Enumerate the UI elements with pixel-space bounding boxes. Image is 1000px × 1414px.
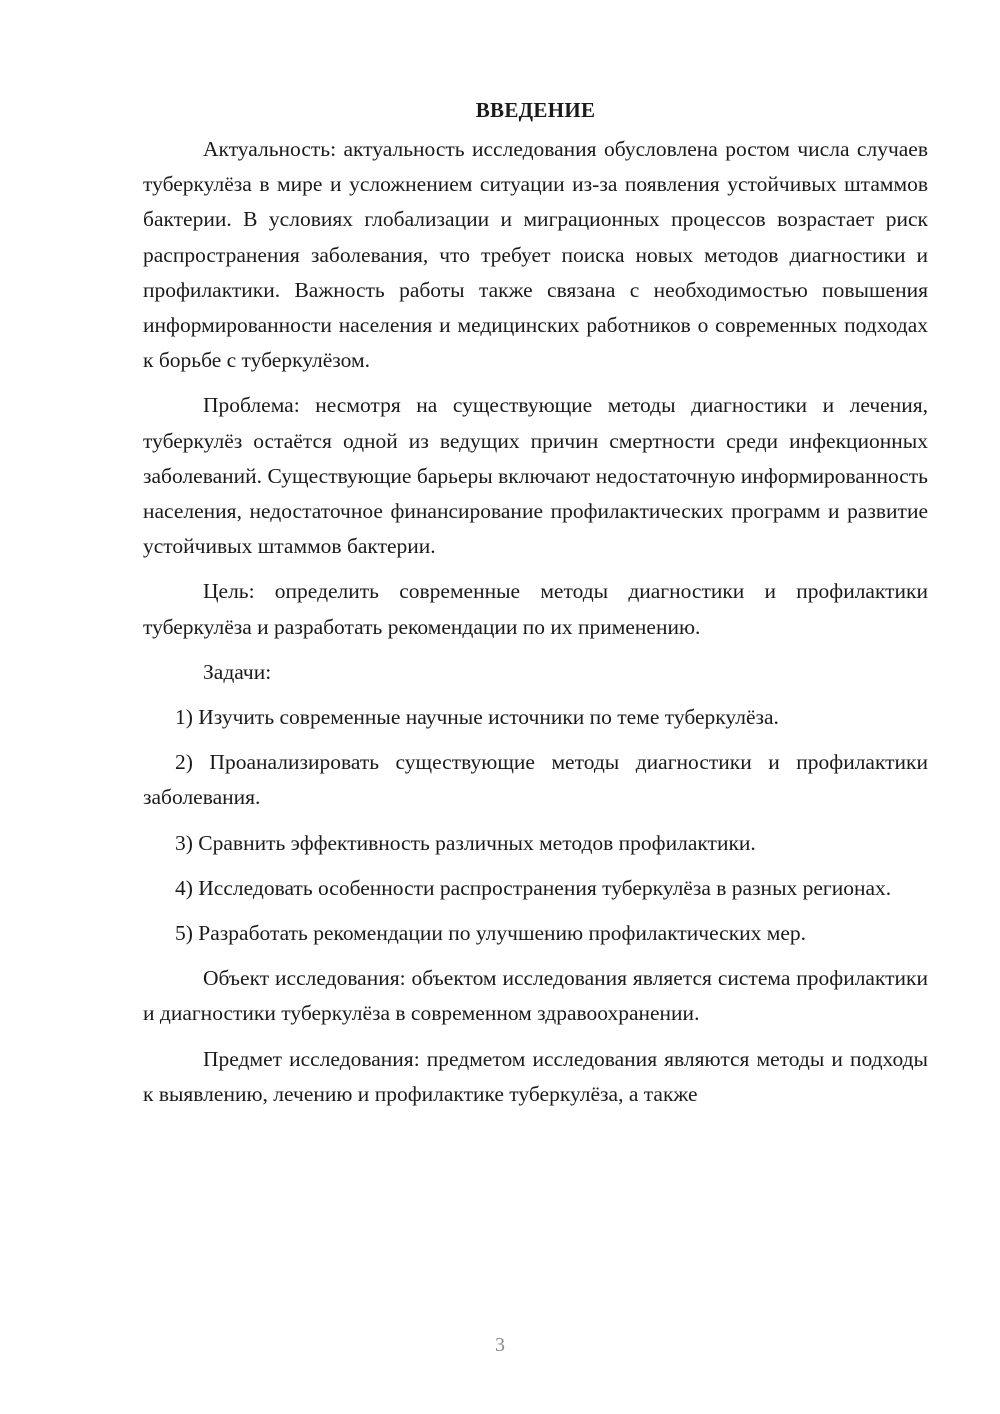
page-title: ВВЕДЕНИЕ xyxy=(475,98,596,122)
paragraph-problem: Проблема: несмотря на существующие методы диагностики и лечения, туберкулёз остаётся одной из ведущих причин смертности среди инфекционных заболеваний. Существующие барьеры включают недостаточную информированность населения, недостаточное финансирование профилактических программ и развитие устойчивых штаммов бактерии. xyxy=(143,393,928,559)
task-item-1: 1) Изучить современные научные источники по теме туберкулёза. xyxy=(175,705,779,730)
paragraph-relevance: Актуальность: актуальность исследования обусловлена ростом числа случаев туберкулёза в мире и усложнением ситуации из-за появления устойчивых штаммов бактерии. В условиях глобализации и миграционных процессов возрастает риск распространения заболевания, что требует поиска новых методов диагностики и профилактики. Важность работы также связана с необходимостью повышения информированности населения и медицинских работников о современных подходах к борьбе с туберкулёзом. xyxy=(143,137,928,373)
task-item-2: 2) Проанализировать существующие методы диагностики и профилактики заболевания. xyxy=(143,750,928,810)
document-page xyxy=(143,96,928,1122)
task-item-5: 5) Разработать рекомендации по улучшению профилактических мер. xyxy=(175,921,807,946)
paragraph-object: Объект исследования: объектом исследования является система профилактики и диагностики туберкулёза в современном здравоохранении. xyxy=(143,966,928,1026)
paragraph-goal: Цель: определить современные методы диагностики и профилактики туберкулёза и разработать рекомендации по их применению. xyxy=(143,579,928,639)
task-item-3: 3) Сравнить эффективность различных методов профилактики. xyxy=(175,830,756,855)
task-item-4: 4) Исследовать особенности распространения туберкулёза в разных регионах. xyxy=(175,875,892,900)
paragraph-subject: Предмет исследования: предметом исследования являются методы и подходы к выявлению, лечению и профилактике туберкулёза, а также xyxy=(143,1046,928,1106)
paragraph-tasks-heading: Задачи: xyxy=(203,659,272,684)
page-number: 3 xyxy=(495,1334,505,1356)
